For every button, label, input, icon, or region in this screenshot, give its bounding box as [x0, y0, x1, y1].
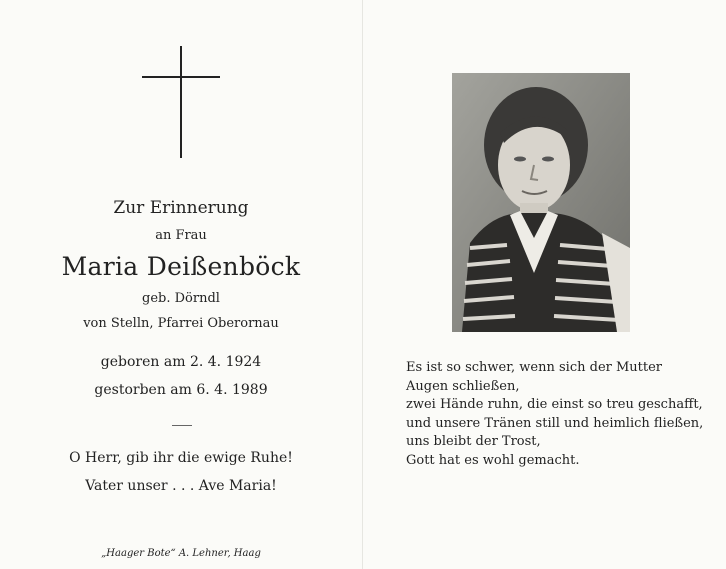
- verse-line: und unsere Tränen still und heimlich fließen,: [406, 415, 704, 431]
- cross-icon-bar: [142, 76, 220, 78]
- origin: von Stelln, Pfarrei Oberornau: [83, 316, 279, 331]
- prayer-line-1: O Herr, gib ihr die ewige Ruhe!: [69, 450, 293, 466]
- fold-line: [362, 0, 363, 569]
- death-date: gestorben am 6. 4. 1989: [94, 382, 268, 398]
- verse-line: Augen schließen,: [406, 378, 520, 394]
- birth-name: geb. Dörndl: [142, 291, 220, 306]
- verse-line: uns bleibt der Trost,: [406, 434, 541, 449]
- verse-line: zwei Hände ruhn, die einst so treu geschafft,: [406, 397, 703, 412]
- verse-line: Es ist so schwer, wenn sich der Mutter: [406, 360, 663, 375]
- birth-date: geboren am 2. 4. 1924: [100, 354, 262, 370]
- portrait-photo: [452, 73, 630, 332]
- heading: Zur Erinnerung: [113, 198, 249, 218]
- deceased-name: Maria Deißenböck: [61, 252, 301, 281]
- verse-line: Gott hat es wohl gemacht.: [406, 452, 580, 468]
- salutation: an Frau: [155, 228, 207, 243]
- prayer-line-2: Vater unser . . . Ave Maria!: [85, 478, 277, 494]
- cross-icon: [180, 46, 182, 158]
- verse: [406, 359, 716, 470]
- portrait-photo-icon: [452, 73, 630, 332]
- divider: [172, 425, 192, 426]
- printer-credit: „Haager Bote“ A. Lehner, Haag: [101, 548, 261, 559]
